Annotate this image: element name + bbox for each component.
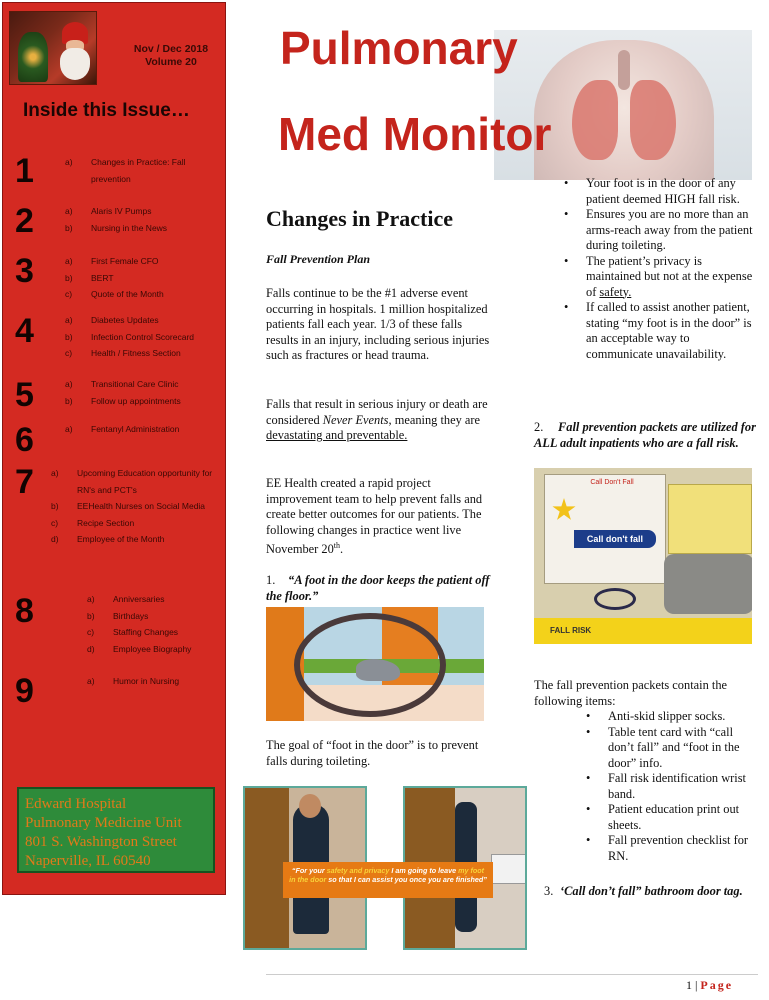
toc-bullet: a) bbox=[65, 379, 73, 389]
toc-item[interactable] bbox=[65, 345, 225, 362]
packets-intro: The fall prevention packets contain the following items: bbox=[534, 678, 728, 708]
issue-date: Nov / Dec 2018 bbox=[133, 43, 209, 55]
newsletter-title-line1: Pulmonary bbox=[280, 22, 518, 74]
christmas-tree-graphic bbox=[18, 32, 48, 82]
sink-graphic bbox=[491, 854, 527, 884]
toc-number: 7 bbox=[15, 463, 34, 501]
text-run: The patient’s privacy is maintained but not at the expense of bbox=[586, 253, 753, 299]
toc-bullet: a) bbox=[65, 206, 73, 216]
list-item: • Fall risk identification wrist band. bbox=[584, 771, 758, 802]
card-banner: Call don't fall bbox=[574, 530, 656, 548]
underlined-word: safety. bbox=[599, 284, 632, 299]
toc-bullet: b) bbox=[51, 501, 59, 511]
list-item: • Anti-skid slipper socks. bbox=[584, 709, 758, 725]
toc-item[interactable] bbox=[65, 393, 225, 410]
toc-item-text: Employee Biography bbox=[113, 643, 192, 654]
toc-item-text: Anniversaries bbox=[113, 594, 165, 604]
card-title: Call Don't Fall bbox=[590, 479, 634, 486]
packet-contents-list bbox=[584, 709, 758, 864]
address-line: Pulmonary Medicine Unit bbox=[25, 815, 182, 831]
toc-bullet: b) bbox=[65, 395, 73, 406]
toc-item[interactable] bbox=[65, 253, 225, 270]
list-item-text: ‘Call don’t fall” bathroom door tag. bbox=[560, 884, 743, 898]
toc-item[interactable] bbox=[87, 591, 225, 608]
toc-number: 2 bbox=[15, 202, 34, 240]
toc-item[interactable] bbox=[65, 376, 225, 393]
toc-item-text: Employee of the Month bbox=[77, 534, 165, 544]
text-run: , meaning they are bbox=[388, 412, 481, 427]
toc-item-text: Quote of the Month bbox=[91, 289, 164, 299]
footer-divider bbox=[266, 974, 758, 975]
never-events-term: Never Events bbox=[322, 412, 389, 427]
toc-item[interactable] bbox=[87, 641, 225, 658]
paragraph-falls-statistics: Falls continue to be the #1 adverse event occurring in hospitals. 1 million hospitalized patients fall each year. 1/3 of these falls results in an injury, including serious injuries such as fractures or head trauma. bbox=[266, 286, 490, 362]
toc-item-text: Fentanyl Administration bbox=[91, 424, 180, 434]
toc-item-text: Changes in Practice: Fall prevention bbox=[91, 157, 186, 184]
toc-number: 1 bbox=[15, 152, 34, 190]
toc-section bbox=[87, 673, 225, 690]
toc-item-text: Upcoming Education opportunity for RN's and PCT's bbox=[77, 468, 213, 495]
foot-in-door-illustration bbox=[266, 607, 484, 721]
highlight-text: my foot in the door bbox=[289, 866, 485, 884]
wristband-graphic bbox=[594, 588, 636, 610]
text-run: . bbox=[340, 542, 344, 557]
list-item-fall-prevention-packets bbox=[534, 420, 758, 451]
address-line: Edward Hospital bbox=[25, 796, 127, 812]
toc-bullet: c) bbox=[65, 348, 73, 358]
santa-beard-graphic bbox=[60, 48, 90, 80]
toc-item-text: Infection Control Scorecard bbox=[91, 331, 194, 342]
toc-bullet: c) bbox=[87, 627, 95, 637]
toc-bullet: d) bbox=[87, 643, 95, 654]
toc-section bbox=[87, 591, 225, 657]
issue-volume: Volume 20 bbox=[145, 56, 197, 68]
list-number: 2. bbox=[534, 420, 544, 434]
toc-item-text: Follow up appointments bbox=[91, 395, 181, 406]
toc-number: 4 bbox=[15, 312, 34, 350]
list-item-text: “A foot in the door keeps the patient off the floor.” bbox=[266, 573, 490, 603]
text-run: EE Health created a rapid project improvement team to help prevent falls and create better outcomes for our patients. The following changes in practice went live November 20 bbox=[266, 476, 483, 557]
toc-item[interactable] bbox=[51, 515, 225, 532]
toc-section bbox=[65, 421, 225, 438]
page-footer: 1 | Page bbox=[686, 978, 734, 992]
page-word: Page bbox=[700, 978, 734, 992]
toc-number: 8 bbox=[15, 592, 34, 630]
toc-item[interactable] bbox=[65, 421, 225, 438]
superscript: th bbox=[333, 541, 341, 550]
table-tent-card-graphic bbox=[544, 474, 666, 584]
toc-item[interactable] bbox=[87, 673, 225, 690]
toc-bullet: a) bbox=[51, 468, 59, 478]
list-item: • Table tent card with “call don’t fall” and “foot in the door” info. bbox=[584, 725, 758, 772]
toc-item[interactable] bbox=[65, 203, 225, 220]
toc-bullet: c) bbox=[65, 289, 73, 299]
toc-item-text: Humor in Nursing bbox=[113, 676, 180, 686]
toc-item[interactable] bbox=[65, 329, 225, 346]
text-run: I am going to leave bbox=[389, 866, 459, 875]
toc-bullet: b) bbox=[65, 331, 73, 342]
nurse-head-graphic bbox=[299, 794, 321, 818]
toc-section bbox=[65, 154, 225, 187]
toc-item[interactable] bbox=[51, 531, 225, 548]
highlight-text: safety and privacy bbox=[326, 866, 390, 875]
toc-bullet: a) bbox=[65, 256, 73, 266]
list-item: • Ensures you are no more than an arms-reach away from the patient during toileting. bbox=[560, 207, 756, 254]
list-item: • Patient education print out sheets. bbox=[584, 802, 758, 833]
toc-item-text: EEHealth Nurses on Social Media bbox=[77, 501, 206, 511]
toc-number: 3 bbox=[15, 252, 34, 290]
list-item bbox=[560, 254, 756, 301]
list-item: • Your foot is in the door of any patient deemed HIGH fall risk. bbox=[560, 176, 756, 207]
toc-item-text: BERT bbox=[91, 272, 114, 283]
address-line: Naperville, IL 60540 bbox=[25, 853, 151, 869]
text-run: “For your bbox=[291, 866, 327, 875]
newsletter-title-line2: Med Monitor bbox=[278, 108, 552, 160]
toc-item[interactable] bbox=[65, 154, 225, 187]
toc-item[interactable] bbox=[65, 312, 225, 329]
underlined-phrase: devastating and preventable. bbox=[266, 428, 408, 442]
toc-bullet: b) bbox=[65, 272, 73, 283]
toc-section bbox=[65, 253, 225, 303]
toc-section bbox=[65, 203, 225, 236]
toc-section bbox=[65, 376, 225, 409]
address-line: 801 S. Washington Street bbox=[25, 834, 177, 850]
goal-paragraph: The goal of “foot in the door” is to prevent falls during toileting. bbox=[266, 738, 479, 768]
toc-bullet: a) bbox=[87, 594, 95, 604]
toc-item-text: Birthdays bbox=[113, 610, 149, 621]
toc-item[interactable] bbox=[87, 624, 225, 641]
toc-item[interactable] bbox=[51, 498, 225, 515]
toc-bullet: a) bbox=[65, 157, 73, 167]
article-subheading: Fall Prevention Plan bbox=[266, 252, 371, 266]
toc-item[interactable] bbox=[87, 608, 225, 625]
toc-bullet: b) bbox=[87, 610, 95, 621]
toc-item-text: Nursing in the News bbox=[91, 222, 168, 233]
inside-issue-heading: Inside this Issue… bbox=[23, 100, 190, 121]
toc-bullet: a) bbox=[65, 424, 73, 434]
toc-item-text: Diabetes Updates bbox=[91, 315, 159, 325]
slipper-socks-bag-graphic bbox=[664, 554, 752, 614]
yellow-sheet-graphic bbox=[668, 484, 752, 554]
toc-item[interactable] bbox=[65, 220, 225, 237]
paragraph-project-team bbox=[266, 476, 492, 558]
toc-item-text: Staffing Changes bbox=[113, 627, 179, 637]
toc-section bbox=[51, 465, 225, 548]
toc-item-text: Health / Fitness Section bbox=[91, 348, 181, 358]
toc-number: 5 bbox=[15, 376, 34, 414]
toc-item[interactable] bbox=[51, 465, 225, 498]
list-item-foot-in-door bbox=[266, 573, 496, 604]
toc-item-text: First Female CFO bbox=[91, 256, 159, 266]
text-run: Falls that result in serious injury or death are considered bbox=[266, 397, 488, 427]
toc-bullet: b) bbox=[65, 222, 73, 233]
toc-item[interactable] bbox=[65, 270, 225, 287]
script-banner bbox=[283, 862, 493, 898]
page-number: 1 bbox=[686, 978, 692, 992]
toc-item[interactable] bbox=[65, 286, 225, 303]
toc-bullet: c) bbox=[51, 517, 59, 528]
text-run: so that I can assist you once you are finished” bbox=[326, 875, 487, 884]
toc-bullet: a) bbox=[65, 315, 73, 325]
highlight-ring-graphic bbox=[294, 613, 446, 717]
list-item: • Fall prevention checklist for RN. bbox=[584, 833, 758, 864]
issue-info bbox=[121, 43, 221, 69]
toc-number: 6 bbox=[15, 421, 34, 459]
fall-prevention-packet-photo bbox=[534, 468, 752, 644]
toc-bullet: d) bbox=[51, 534, 59, 544]
toc-bullet: a) bbox=[87, 676, 95, 686]
santa-photo bbox=[9, 11, 97, 85]
toc-item-text: Transitional Care Clinic bbox=[91, 379, 179, 389]
list-item-door-tag bbox=[544, 884, 758, 900]
foot-in-door-bullets bbox=[560, 176, 756, 362]
sidebar bbox=[2, 2, 226, 895]
list-item: • If called to assist another patient, stating “my foot is in the door” is an acceptable way to communicate unavailability. bbox=[560, 300, 756, 362]
left-lung-graphic bbox=[572, 80, 618, 160]
trachea-graphic bbox=[618, 50, 630, 90]
article-heading: Changes in Practice bbox=[266, 206, 453, 231]
fall-risk-label: FALL RISK bbox=[550, 626, 592, 635]
hospital-address-box bbox=[17, 787, 215, 873]
list-number: 3. bbox=[544, 884, 554, 898]
list-item-text: Fall prevention packets are utilized for ALL adult inpatients who are a fall risk. bbox=[534, 420, 756, 450]
toc-item-text: Recipe Section bbox=[77, 517, 135, 528]
toc-number: 9 bbox=[15, 672, 34, 710]
list-number: 1. bbox=[266, 573, 276, 587]
toc-item-text: Alaris IV Pumps bbox=[91, 206, 152, 216]
toc-section bbox=[65, 312, 225, 362]
paragraph-never-events bbox=[266, 397, 492, 444]
